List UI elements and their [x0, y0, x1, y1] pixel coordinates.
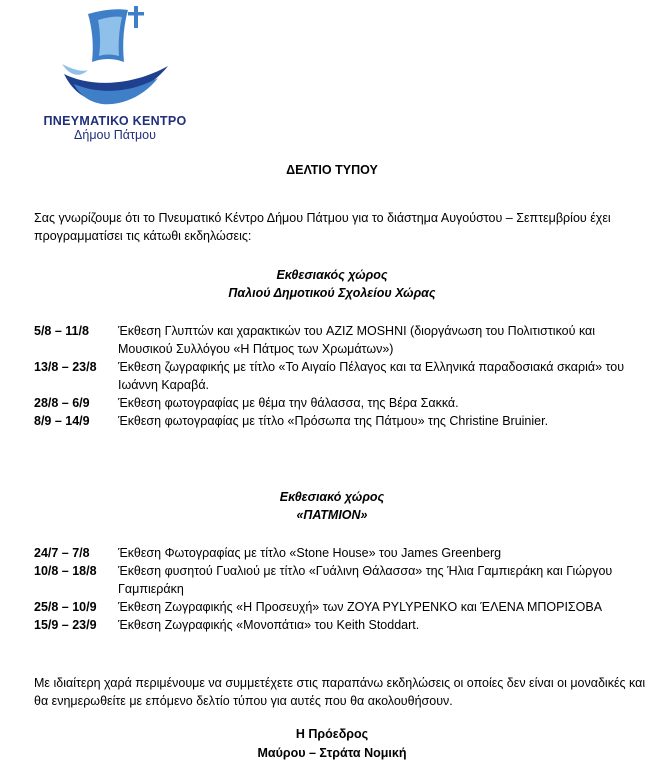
logo-subtitle: Δήμου Πάτμου [74, 128, 156, 142]
events-list-2 [34, 544, 648, 634]
event-date: 8/9 – 14/9 [34, 414, 90, 428]
event-date: 28/8 – 6/9 [34, 396, 90, 410]
event-text: Έκθεση Γλυπτών και χαρακτικών του AZIZ MOSHNI (διοργάνωση του Πολιτιστικού και Μουσικού Συλλόγου «Η Πάτμος των Χρωμάτων») [118, 324, 596, 356]
event-text: Έκθεση φωτογραφίας με τίτλο «Πρόσωπα της Πάτμου» της Christine Bruinier. [118, 414, 549, 428]
venue-1 [0, 266, 664, 302]
event-row [34, 598, 648, 616]
event-date: 10/8 – 18/8 [34, 564, 97, 578]
ship-logo-icon [58, 4, 174, 112]
event-row [34, 544, 648, 562]
event-text: Έκθεση φωτογραφίας με θέμα την θάλασσα, της Βέρα Σακκά. [118, 396, 459, 410]
event-row [34, 616, 648, 634]
event-date: 25/8 – 10/9 [34, 600, 97, 614]
signature-role: Η Πρόεδρος [295, 727, 369, 741]
venue-1-line2: Παλιού Δημοτικού Σχολείου Χώρας [228, 286, 436, 300]
event-text: Έκθεση Ζωγραφικής «Η Προσευχή» των ΖΟΥΑ PYLYPENKO και ΈΛΕΝΑ ΜΠΟΡΙΣΟΒΑ [118, 600, 603, 614]
event-row [34, 358, 648, 394]
event-text: Έκθεση Φωτογραφίας με τίτλο «Stone House» του James Greenberg [118, 546, 502, 560]
event-text: Έκθεση Ζωγραφικής «Μονοπάτια» του Keith Stoddart. [118, 618, 420, 632]
events-list-1 [34, 322, 648, 430]
event-date: 5/8 – 11/8 [34, 324, 89, 338]
logo [40, 4, 190, 140]
closing-paragraph: Με ιδιαίτερη χαρά περιμένουμε να συμμετέχετε στις παραπάνω εκδηλώσεις οι οποίες δεν είναι οι μοναδικές και θα ενημερωθείτε με επόμενο δελτίο τύπου για αυτές που θα ακολουθήσουν. [34, 676, 646, 708]
event-date: 15/9 – 23/9 [34, 618, 97, 632]
event-date: 13/8 – 23/8 [34, 360, 97, 374]
venue-2 [0, 488, 664, 524]
event-row [34, 322, 648, 358]
intro-paragraph: Σας γνωρίζουμε ότι το Πνευματικό Κέντρο Δήμου Πάτμου για το διάστημα Αυγούστου – Σεπτεμβρίου έχει προγραμματίσει τις κάτωθι εκδηλώσεις: [34, 211, 611, 243]
signature-name: Μαύρου – Στράτα Νομική [257, 746, 407, 760]
event-row [34, 394, 648, 412]
event-date: 24/7 – 7/8 [34, 546, 90, 560]
venue-1-line1: Εκθεσιακός χώρος [276, 268, 388, 282]
event-text: Έκθεση φυσητού Γυαλιού με τίτλο «Γυάλινη Θάλασσα» της Ήλια Γαμπιεράκη και Γιώργου Γαμπιεράκη [118, 564, 613, 596]
venue-2-line2: «ΠΑΤΜΙΟΝ» [296, 508, 368, 522]
document-title: ΔΕΛΤΙΟ ΤΥΠΟΥ [286, 163, 378, 177]
venue-2-line1: Εκθεσιακό χώρος [279, 490, 385, 504]
event-row [34, 412, 648, 430]
logo-name: ΠΝΕΥΜΑΤΙΚΟ ΚΕΝΤΡΟ [43, 114, 187, 128]
event-text: Έκθεση ζωγραφικής με τίτλο «Το Αιγαίο Πέλαγος και τα Ελληνικά παραδοσιακά σκαριά» του Ιωάννη Καραβά. [118, 360, 625, 392]
event-row [34, 562, 648, 598]
